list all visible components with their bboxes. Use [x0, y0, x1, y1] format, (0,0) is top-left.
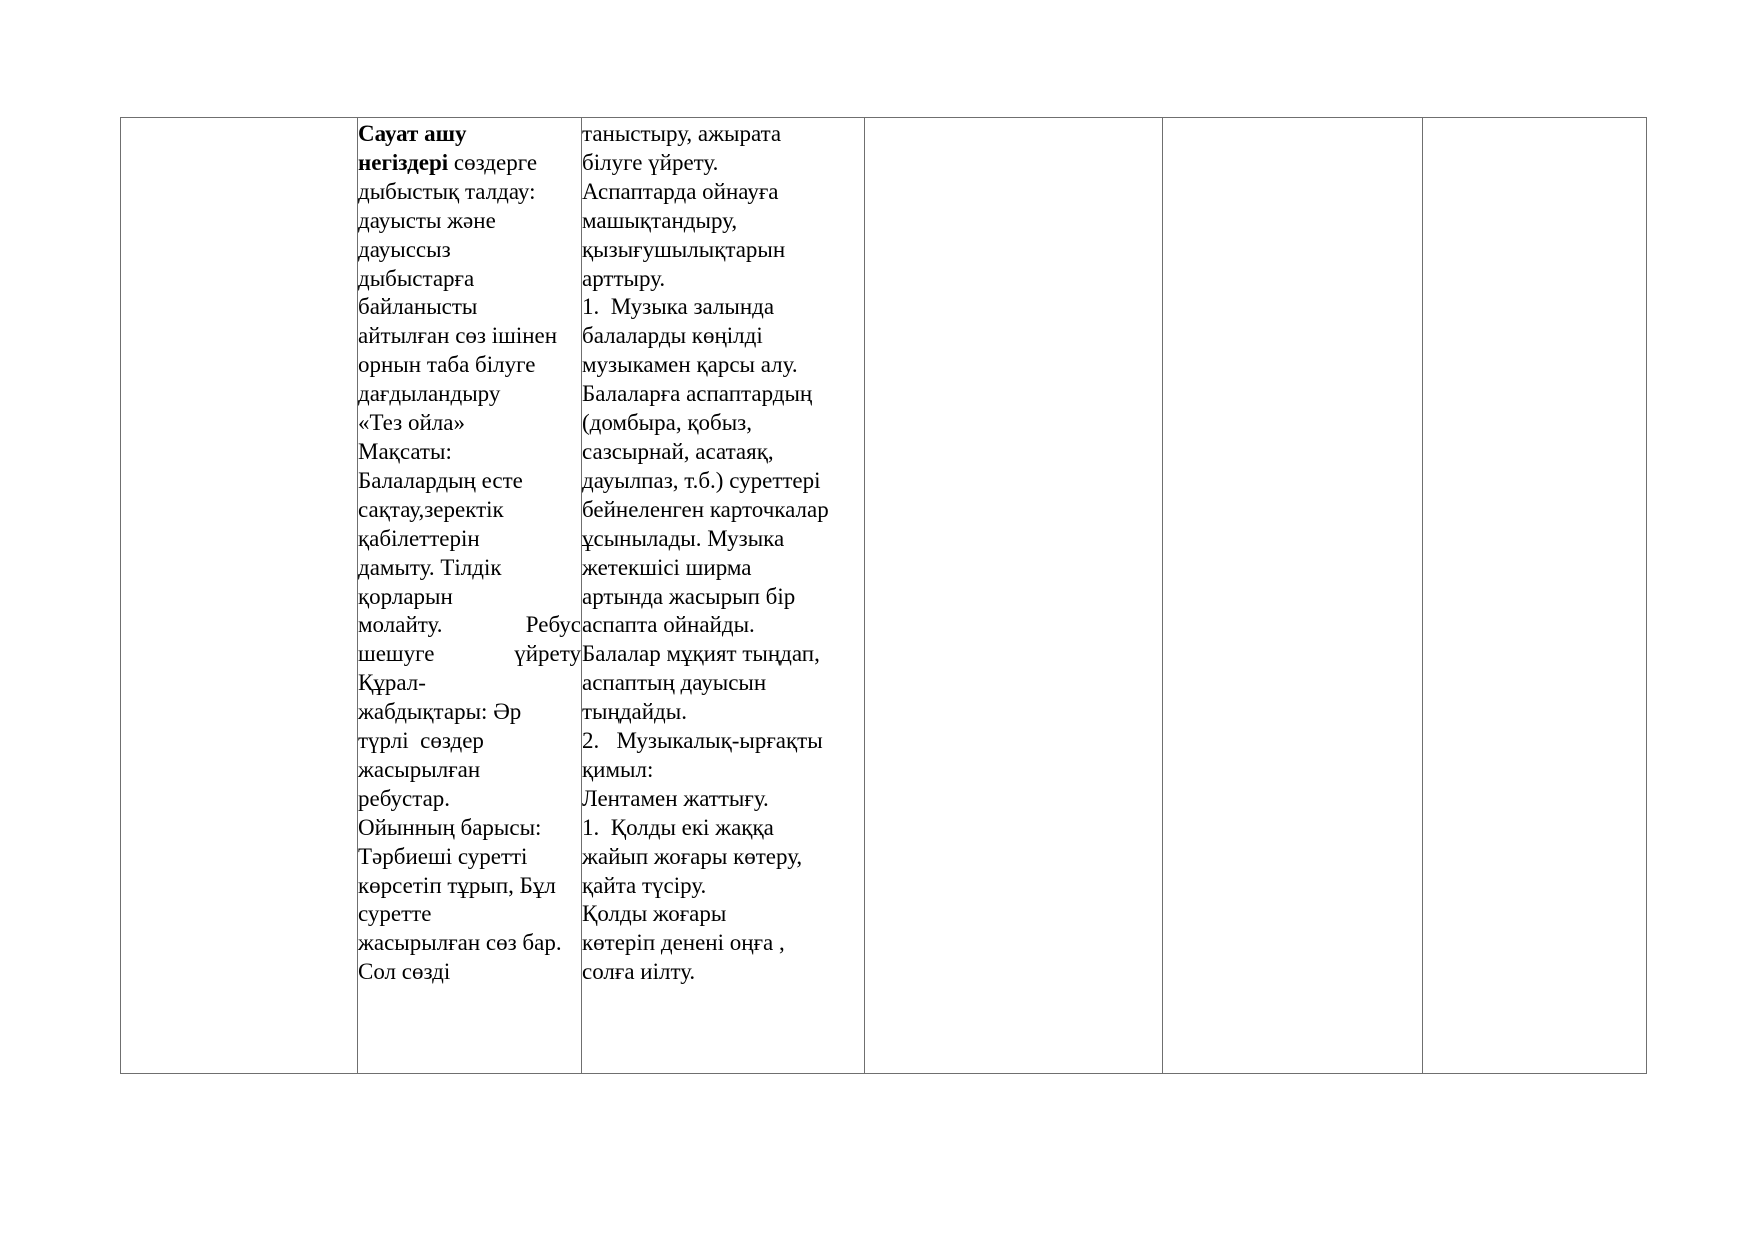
text-line: Мақсаты: [358, 438, 452, 464]
text-line: көрсетіп тұрып, Бұл [358, 872, 556, 898]
table-cell-col5 [1163, 118, 1423, 1074]
text-line: жасырылған сөз бар. [358, 930, 562, 956]
col2-heading-line2 [358, 149, 581, 178]
table-cell-col4 [865, 118, 1163, 1074]
text-line: дауыссыз [358, 236, 451, 262]
text-line: Аспаптарда ойнауға [582, 178, 779, 204]
text-line: байланысты [358, 294, 478, 320]
text-line: дамыту. Тілдік [358, 554, 502, 580]
text-line: Құрал- [358, 670, 426, 696]
col3-text [582, 120, 864, 987]
text-line-justified: молайту. Ребус [358, 612, 581, 638]
text-line-justified: шешуге үйрету [358, 641, 581, 667]
text-line: орнын таба білуге [358, 352, 536, 378]
text-line: тыңдайды. [582, 699, 687, 725]
table-row [121, 118, 1647, 1074]
table-cell-col6 [1423, 118, 1647, 1074]
text-line: ұсынылады. Музыка [582, 525, 785, 551]
text-line: дауылпаз, т.б.) суреттері [582, 467, 821, 493]
text-line: Балалардың есте [358, 467, 523, 493]
text-line: дағдыландыру [358, 381, 501, 407]
text-line: 2. Музыкалық-ырғақты [582, 728, 823, 754]
text-line: Тәрбиеші суретті [358, 843, 528, 869]
table-cell-col1 [121, 118, 358, 1074]
text-line: түрлі сөздер [358, 728, 484, 754]
text-line: қабілеттерін [358, 525, 480, 551]
text-line: бейнеленген карточкалар [582, 496, 829, 522]
text-line: Балалар мұқият тыңдап, [582, 641, 820, 667]
document-table [120, 117, 1647, 1074]
text-line: қайта түсіру. [582, 872, 707, 898]
col2-text [358, 120, 581, 987]
text-line: балаларды көңілді [582, 323, 763, 349]
text-line: 1. Музыка залында [582, 294, 775, 320]
text-line: 1. Қолды екі жаққа [582, 814, 774, 840]
text-line: қорларын [358, 583, 453, 609]
text-line: ребустар. [358, 785, 451, 811]
text-line: солға иілту. [582, 959, 696, 985]
text-line: дыбыстық талдау: [358, 178, 536, 204]
text-line: Сол сөзді [358, 959, 451, 985]
text-line: Балаларға аспаптардың [582, 381, 813, 407]
text-line: дыбыстарға [358, 265, 475, 291]
text-line: арттыру. [582, 265, 666, 291]
text-line: аспаптың дауысын [582, 670, 767, 696]
text-line: жабдықтары: Әр [358, 699, 522, 725]
text-line: жетекшісі ширма [582, 554, 752, 580]
bold-heading-part2: негіздері [358, 149, 449, 175]
bold-heading-part1: Сауат ашу [358, 121, 467, 146]
col2-heading-line1 [358, 120, 581, 149]
text-line: аспапта ойнайды. [582, 612, 755, 638]
text-line: таныстыру, ажырата [582, 121, 782, 146]
text-line: білуге үйрету. [582, 149, 719, 175]
text-line: сақтау,зеректік [358, 496, 504, 522]
text-line: сазсырнай, асатаяқ, [582, 438, 774, 464]
text-line: жасырылған [358, 756, 481, 782]
text-line: Лентамен жаттығу. [582, 785, 769, 811]
text-line: қызығушылықтарын [582, 236, 786, 262]
heading-tail: сөздерге [448, 149, 538, 175]
text-line: суретте [358, 901, 432, 927]
text-line: (домбыра, қобыз, [582, 410, 753, 436]
table-cell-col2 [358, 118, 582, 1074]
text-line: машықтандыру, [582, 207, 738, 233]
text-line: «Тез ойла» [358, 410, 465, 436]
text-line: айтылған сөз ішінен [358, 323, 558, 349]
text-line: музыкамен қарсы алу. [582, 352, 798, 378]
text-line: жайып жоғары көтеру, [582, 843, 803, 869]
text-line: көтеріп денені оңға , [582, 930, 785, 956]
text-line: артында жасырып бір [582, 583, 796, 609]
text-line: қимыл: [582, 756, 654, 782]
text-line: дауысты және [358, 207, 496, 233]
text-line: Қолды жоғары [582, 901, 727, 927]
table-cell-col3 [582, 118, 865, 1074]
text-line: Ойынның барысы: [358, 814, 542, 840]
